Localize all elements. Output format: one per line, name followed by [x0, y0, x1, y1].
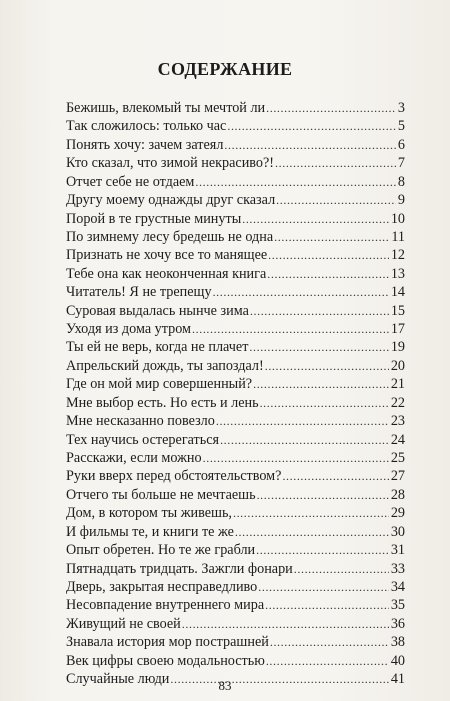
toc-entry-page: 30 [390, 523, 405, 540]
dot-leader [182, 615, 389, 633]
dot-leader [213, 283, 389, 301]
dot-leader [220, 431, 389, 449]
toc-entry [66, 504, 405, 522]
toc-entry [66, 265, 405, 283]
toc-entry [66, 154, 405, 172]
dot-leader [233, 504, 389, 522]
toc-entry-title: Ты ей не верь, когда не плачет [66, 339, 249, 356]
toc-entry-page: 19 [390, 339, 405, 356]
toc-entry-title: По зимнему лесу бредешь не одна [66, 228, 274, 245]
toc-entry-page: 13 [390, 265, 405, 282]
toc-entry-title: Расскажи, если можно [66, 450, 202, 467]
toc-entry-title: Отчего ты больше не мечтаешь [66, 486, 256, 503]
toc-entry-page: 27 [390, 468, 405, 485]
toc-entry [66, 357, 405, 375]
toc-entry-page: 36 [390, 615, 405, 632]
toc-entry [66, 523, 405, 541]
toc-entry [66, 283, 405, 301]
dot-leader [216, 412, 389, 430]
toc-entry [66, 560, 405, 578]
toc-entry [66, 596, 405, 614]
toc-entry [66, 615, 405, 633]
dot-leader [274, 228, 389, 246]
toc-entry-page: 14 [390, 284, 405, 301]
dot-leader [235, 523, 389, 541]
toc-entry-page: 17 [390, 321, 405, 338]
toc-entry-page: 29 [390, 505, 405, 522]
toc-entry-page: 3 [397, 100, 405, 116]
toc-entry-title: Читатель! Я не трепещу [66, 284, 212, 301]
toc-entry-title: Опыт обретен. Но те же грабли [66, 542, 256, 559]
dot-leader [242, 210, 389, 228]
dot-leader [249, 338, 388, 356]
toc-entry-title: Где он мой мир совершенный? [66, 376, 253, 393]
toc-entry-page: 33 [390, 560, 405, 577]
dot-leader [257, 486, 389, 504]
toc-entry-page: 6 [397, 136, 405, 153]
toc-entry-title: Тебе она как неоконченная книга [66, 265, 267, 282]
toc-entry-title: Руки вверх перед обстоятельством? [66, 468, 282, 485]
toc-entry [66, 136, 405, 154]
toc-entry-title: Уходя из дома утром [66, 321, 192, 338]
toc-entry-page: 24 [390, 431, 405, 448]
toc-entry-page: 11 [391, 228, 405, 245]
toc-entry [66, 173, 405, 191]
toc-entry-page: 31 [390, 542, 405, 559]
toc-entry-title: Отчет себе не отдаем [66, 173, 195, 190]
toc-entry [66, 117, 405, 135]
dot-leader [276, 191, 396, 209]
toc-entry-title: Несовпадение внутреннего мира [66, 597, 265, 614]
toc-entry [66, 228, 405, 246]
toc-entry-page: 40 [390, 652, 405, 669]
toc-entry-page: 25 [390, 450, 405, 467]
toc-entry [66, 578, 405, 596]
toc-entry-title: Суровая выдалась нынче зима [66, 302, 249, 319]
toc-entry [66, 191, 405, 209]
toc-entry [66, 246, 405, 264]
dot-leader [260, 394, 389, 412]
toc-entry-page: 28 [390, 486, 405, 503]
toc-entry [66, 486, 405, 504]
toc-entry-title: Тех научись остерегаться [66, 431, 220, 448]
toc-entry [66, 320, 405, 338]
dot-leader [256, 541, 389, 559]
toc-entry [66, 412, 405, 430]
toc-entry [66, 375, 405, 393]
toc-entry-title: Дом, в котором ты живешь, [66, 505, 232, 522]
toc-entry-title: Другу моему однажды друг сказал [66, 192, 276, 209]
toc-entry-title: Живущий не своей [66, 615, 181, 632]
dot-leader [227, 117, 396, 135]
toc-entry-title: И фильмы те, и книги те же [66, 523, 234, 540]
toc-entry [66, 467, 405, 485]
dot-leader [203, 449, 389, 467]
dot-leader [224, 136, 395, 154]
toc-entry-page: 35 [390, 597, 405, 614]
toc-entry-title: Кто сказал, что зимой некрасиво?! [66, 155, 275, 172]
toc-entry [66, 449, 405, 467]
dot-leader [195, 173, 395, 191]
toc-entry [66, 210, 405, 228]
toc-entry-title: Мне несказанно повезло [66, 413, 215, 430]
dot-leader [266, 652, 389, 670]
toc-entry-title: Пятнадцать тридцать. Зажгли фонари [66, 560, 293, 577]
dot-leader [258, 578, 389, 596]
toc-entry [66, 338, 405, 356]
toc-entry-title: Мне выбор есть. Но есть и лень [66, 394, 259, 411]
toc-entry [66, 633, 405, 651]
dot-leader [192, 320, 389, 338]
dot-leader [253, 375, 389, 393]
toc-entry-title: Век цифры своею модальностью [66, 652, 265, 669]
toc-entry-title: Признать не хочу все то манящее [66, 247, 268, 264]
dot-leader [266, 99, 396, 117]
toc-entry-page: 41 [390, 671, 405, 688]
toc-entry-page: 15 [390, 302, 405, 319]
toc-entry-page: 38 [390, 634, 405, 651]
toc-entry-page: 34 [390, 578, 405, 595]
dot-leader [265, 357, 389, 375]
dot-leader [282, 467, 388, 485]
page-title: СОДЕРЖАНИЕ [157, 59, 293, 79]
toc-entry [66, 394, 405, 412]
toc-entry-title: Понять хочу: зачем затеял [66, 136, 224, 153]
toc-entry-page: 12 [390, 247, 405, 264]
toc-entry-page: 23 [390, 413, 405, 430]
dot-leader [250, 302, 389, 320]
dot-leader [275, 154, 396, 172]
table-of-contents [66, 99, 405, 689]
toc-entry-title: Знавала история мор пострашней [66, 634, 269, 651]
toc-entry-title: Дверь, закрытая несправедливо [66, 578, 258, 595]
toc-entry-page: 5 [397, 118, 405, 135]
toc-entry [66, 431, 405, 449]
dot-leader [270, 633, 389, 651]
toc-entry-page: 22 [390, 394, 405, 411]
dot-leader [268, 246, 389, 264]
toc-entry-page: 9 [397, 192, 405, 209]
toc-entry [66, 99, 405, 117]
dot-leader [265, 596, 389, 614]
toc-entry-page: 10 [390, 210, 405, 227]
toc-entry-title: Бежишь, влекомый ты мечтой ли [66, 100, 266, 116]
dot-leader [294, 560, 389, 578]
toc-entry-title: Случайные люди [66, 671, 170, 688]
toc-entry-title: Апрельский дождь, ты запоздал! [66, 357, 264, 374]
toc-entry-page: 20 [390, 357, 405, 374]
toc-entry [66, 541, 405, 559]
toc-entry-title: Так сложилось: только час [66, 118, 227, 135]
toc-entry [66, 302, 405, 320]
toc-entry-page: 21 [390, 376, 405, 393]
toc-entry [66, 652, 405, 670]
page-number: 83 [218, 678, 232, 693]
dot-leader [267, 265, 389, 283]
toc-entry-page: 8 [397, 173, 405, 190]
toc-entry-page: 7 [397, 155, 405, 172]
toc-entry-title: Порой в те грустные минуты [66, 210, 242, 227]
